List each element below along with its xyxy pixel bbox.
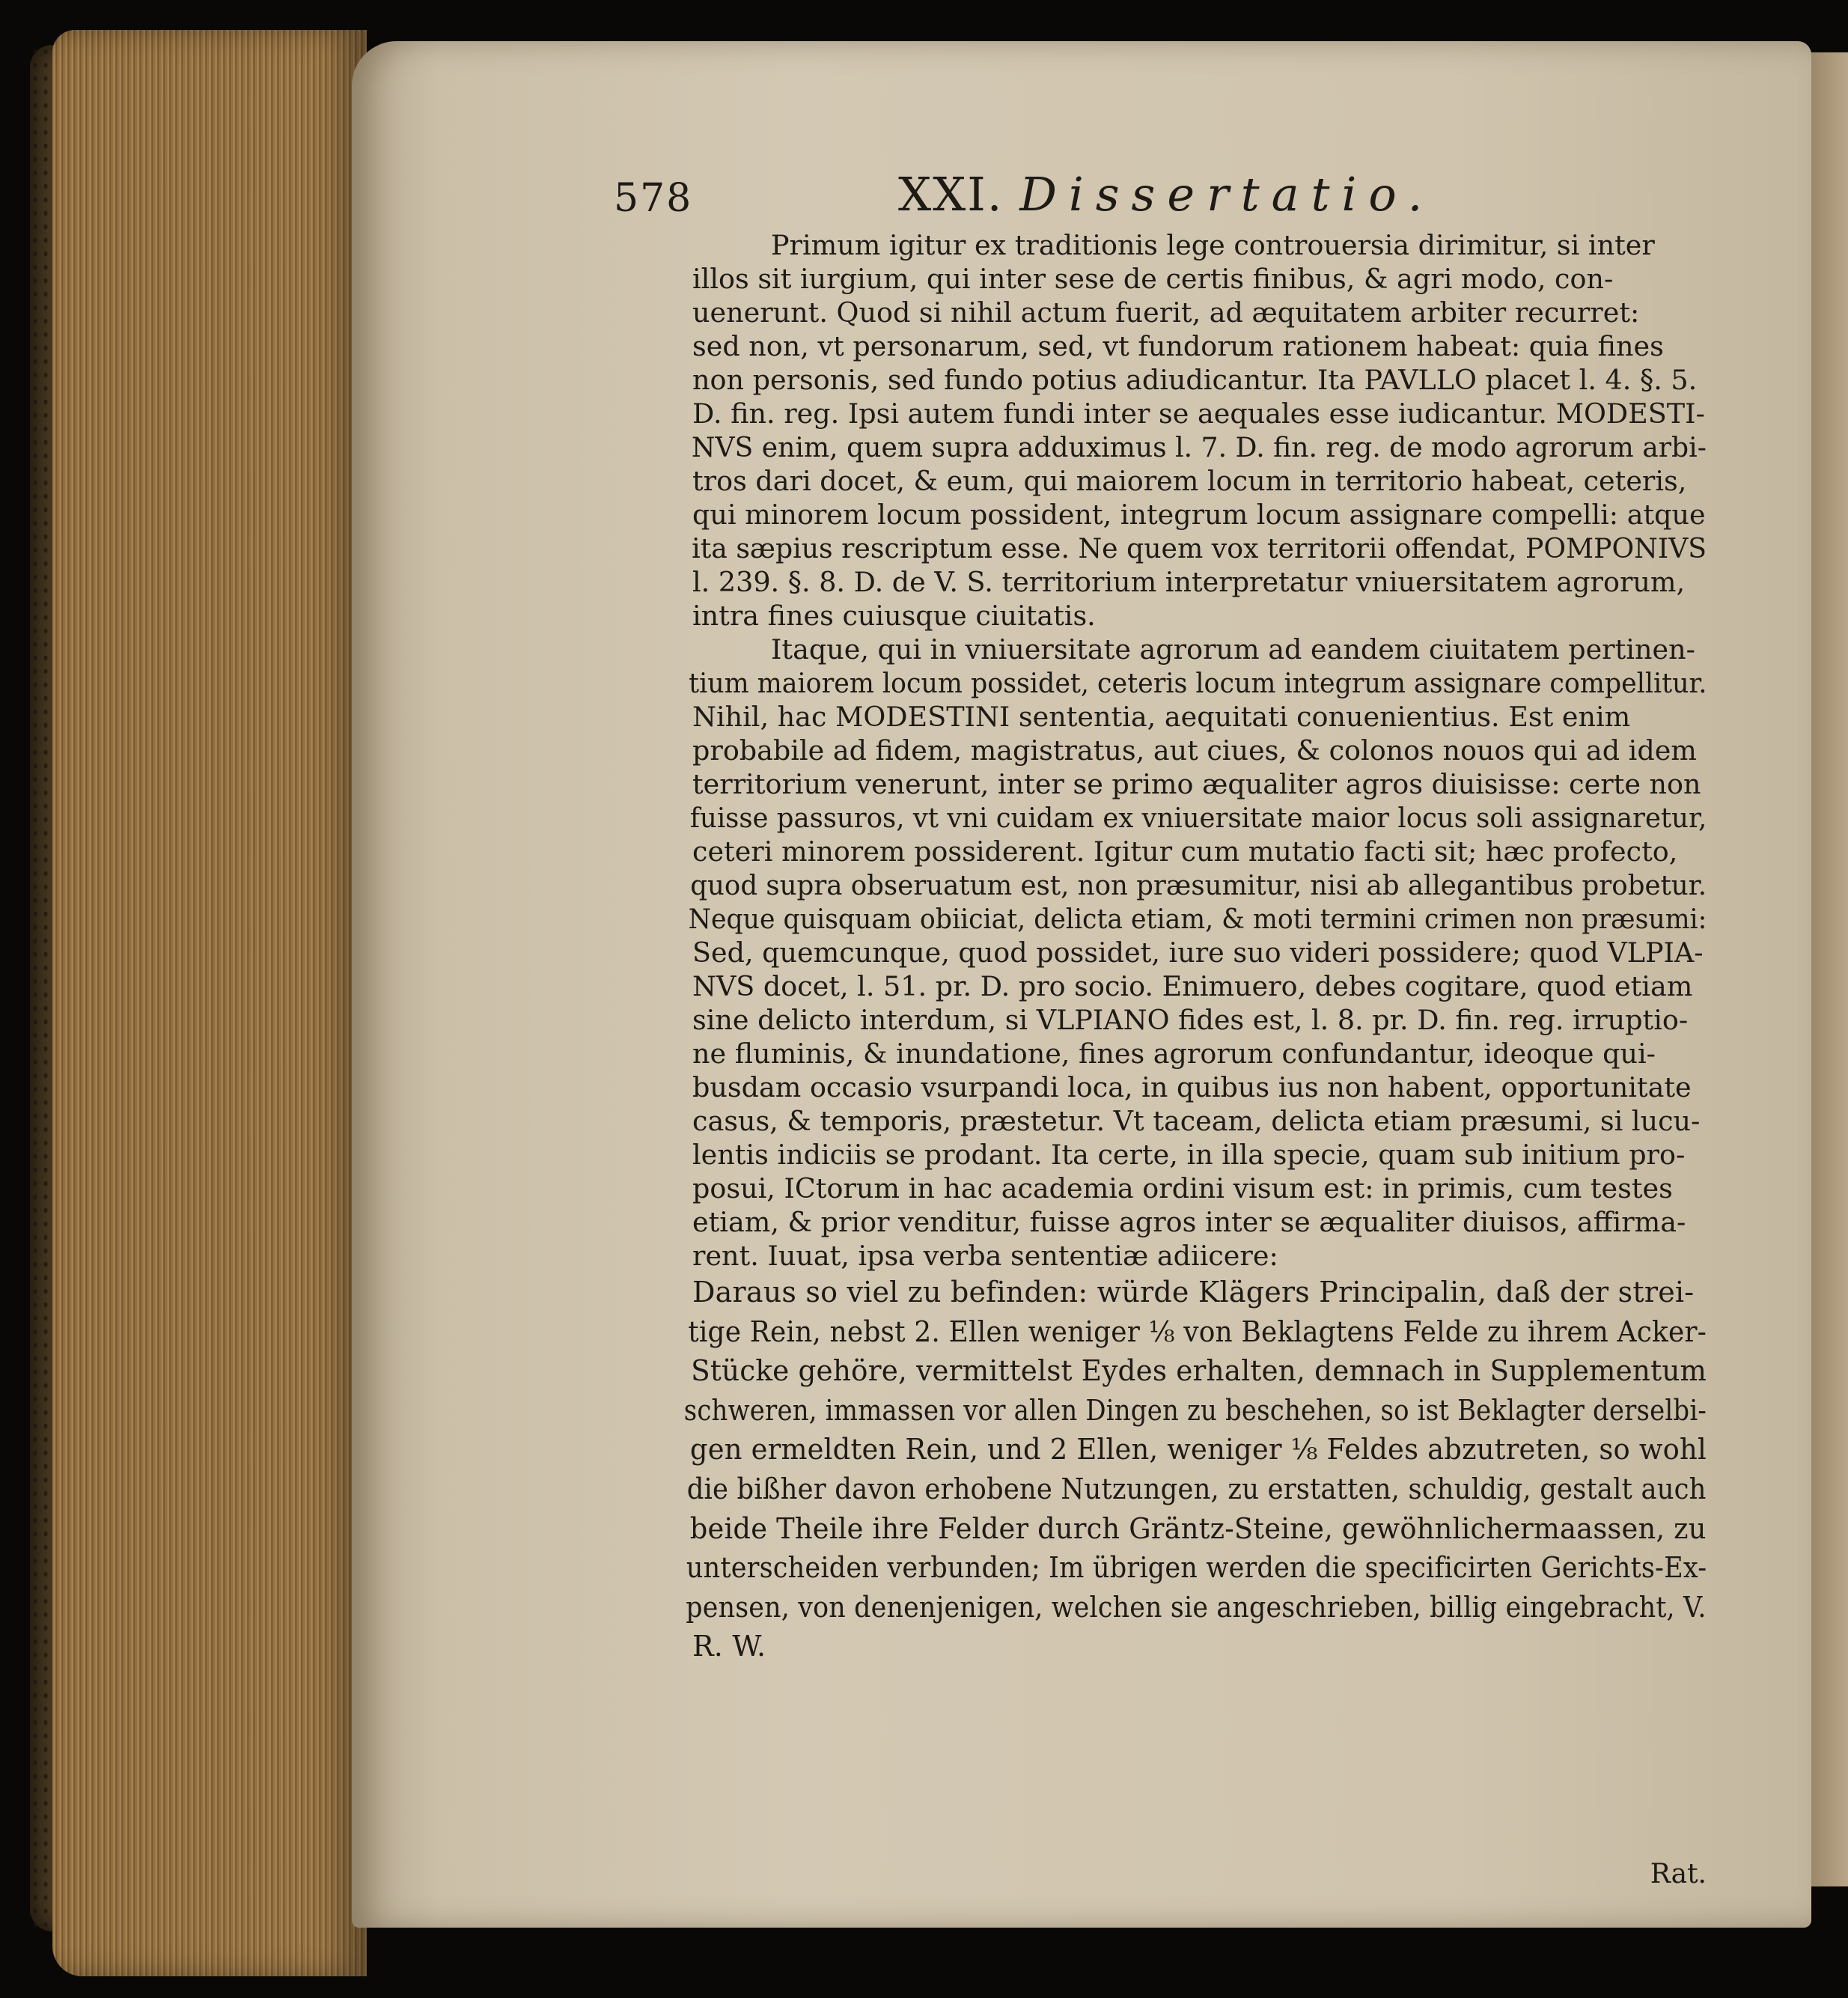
text-line: l. 239. §. 8. D. de V. S. territorium interpretatur vniuersitatem agrorum,	[692, 566, 1686, 598]
text-line: rent. Iuuat, ipsa verba sententiæ adiicere:	[692, 1240, 1278, 1272]
text-line: NVS docet, l. 51. pr. D. pro socio. Enimuero, debes cogitare, quod etiam	[692, 970, 1693, 1002]
page-edges	[52, 30, 367, 1976]
text-line: tium maiorem locum possidet, ceteris locum integrum assignare compellitur.	[689, 667, 1707, 699]
page-number: 578	[614, 176, 693, 221]
text-line: Nihil, hac MODESTINI sententia, aequitati conuenientius. Est enim	[692, 701, 1631, 733]
text-line: NVS enim, quem supra adduximus l. 7. D. fin. reg. de modo agrorum arbi-	[691, 431, 1707, 463]
text-line: tros dari docet, & eum, qui maiorem locum in territorio habeat, ceteris,	[692, 465, 1687, 497]
text-line: ne fluminis, & inundatione, fines agrorum confundantur, ideoque qui-	[692, 1038, 1656, 1070]
text-line: lentis indiciis se prodant. Ita certe, in illa specie, quam sub initium pro-	[692, 1139, 1686, 1171]
page-header	[614, 161, 1707, 228]
running-title-word: Dissertatio.	[1019, 167, 1435, 222]
text-line: die bißher davon erhobene Nutzungen, zu erstatten, schuldig, gestalt auch	[686, 1472, 1707, 1505]
text-line: gen ermeldten Rein, und 2 Ellen, weniger ⅛ Feldes abzutreten, so wohl	[689, 1433, 1707, 1466]
text-line: R. W.	[692, 1630, 766, 1663]
latin-text	[614, 228, 1707, 1666]
text-line: Primum igitur ex traditionis lege controuersia dirimitur, si inter	[771, 229, 1655, 261]
german-quotation	[614, 1273, 1707, 1666]
text-line: intra fines cuiusque ciuitatis.	[692, 600, 1096, 632]
text-line: uenerunt. Quod si nihil actum fuerit, ad æquitatem arbiter recurret:	[692, 296, 1640, 329]
text-line: Daraus so viel zu befinden: würde Klägers Principalin, daß der strei-	[692, 1276, 1695, 1309]
text-line: ceteri minorem possiderent. Igitur cum mutatio facti sit; hæc profecto,	[692, 835, 1678, 868]
text-line: fuisse passuros, vt vni cuidam ex vniuersitate maior locus soli assignaretur,	[689, 802, 1707, 834]
text-line: schweren, immassen vor allen Dingen zu beschehen, so ist Beklagter derselbi-	[683, 1393, 1707, 1427]
text-line: ita sæpius rescriptum esse. Ne quem vox territorii offendat, POMPONIVS	[692, 532, 1707, 564]
text-line: pensen, von denenjenigen, welchen sie angeschrieben, billig eingebracht, V.	[686, 1590, 1707, 1624]
text-line: Sed, quemcunque, quod possidet, iure suo videri possidere; quod VLPIA-	[692, 936, 1704, 969]
text-line: non personis, sed fundo potius adiudicantur. Ita PAVLLO placet l. 4. §. 5.	[692, 364, 1698, 396]
text-line: busdam occasio vsurpandi loca, in quibus ius non habent, opportunitate	[692, 1071, 1692, 1103]
text-line: probabile ad fidem, magistratus, aut ciues, & colonos nouos qui ad idem	[692, 734, 1697, 767]
text-line: D. fin. reg. Ipsi autem fundi inter se aequales esse iudicantur. MODESTI-	[692, 398, 1705, 430]
text-line: territorium venerunt, inter se primo æqualiter agros diuisisse: certe non	[692, 768, 1701, 800]
text-line: beide Theile ihre Felder durch Gräntz-Steine, gewöhnlichermaassen, zu	[689, 1511, 1707, 1545]
text-line: Itaque, qui in vniuersitate agrorum ad eandem ciuitatem pertinen-	[771, 633, 1695, 666]
text-line: casus, & temporis, præstetur. Vt taceam, delicta etiam præsumi, si lucu-	[692, 1105, 1701, 1137]
page-content	[614, 161, 1707, 1889]
text-line: quod supra obseruatum est, non præsumitur, nisi ab allegantibus probetur.	[690, 869, 1707, 901]
running-title-roman: XXI.	[898, 167, 1004, 222]
text-line: posui, ICtorum in hac academia ordini visum est: in primis, cum testes	[692, 1172, 1673, 1204]
text-line: Stücke gehöre, vermittelst Eydes erhalten, demnach in Supplementum	[691, 1354, 1707, 1388]
text-line: tige Rein, nebst 2. Ellen weniger ⅛ von Beklagtens Felde zu ihrem Acker-	[688, 1315, 1707, 1348]
text-line: etiam, & prior venditur, fuisse agros inter se æqualiter diuisos, affirma-	[692, 1206, 1686, 1238]
paragraph-2	[614, 633, 1707, 1273]
text-line: Neque quisquam obiiciat, delicta etiam, & moti termini crimen non præsumi:	[688, 903, 1707, 935]
running-title	[898, 167, 1434, 222]
text-line: illos sit iurgium, qui inter sese de certis finibus, & agri modo, con-	[692, 263, 1614, 295]
catchword: Rat.	[1650, 1859, 1707, 1889]
text-line: qui minorem locum possident, integrum locum assignare compelli: atque	[692, 499, 1706, 531]
text-line: sine delicto interdum, si VLPIANO fides est, l. 8. pr. D. fin. reg. irruptio-	[692, 1004, 1689, 1036]
paragraph-1	[614, 228, 1707, 633]
text-line: unterscheiden verbunden; Im übrigen werden die specificirten Gerichts-Ex-	[686, 1551, 1707, 1585]
text-line: sed non, vt personarum, sed, vt fundorum rationem habeat: quia fines	[692, 330, 1664, 362]
